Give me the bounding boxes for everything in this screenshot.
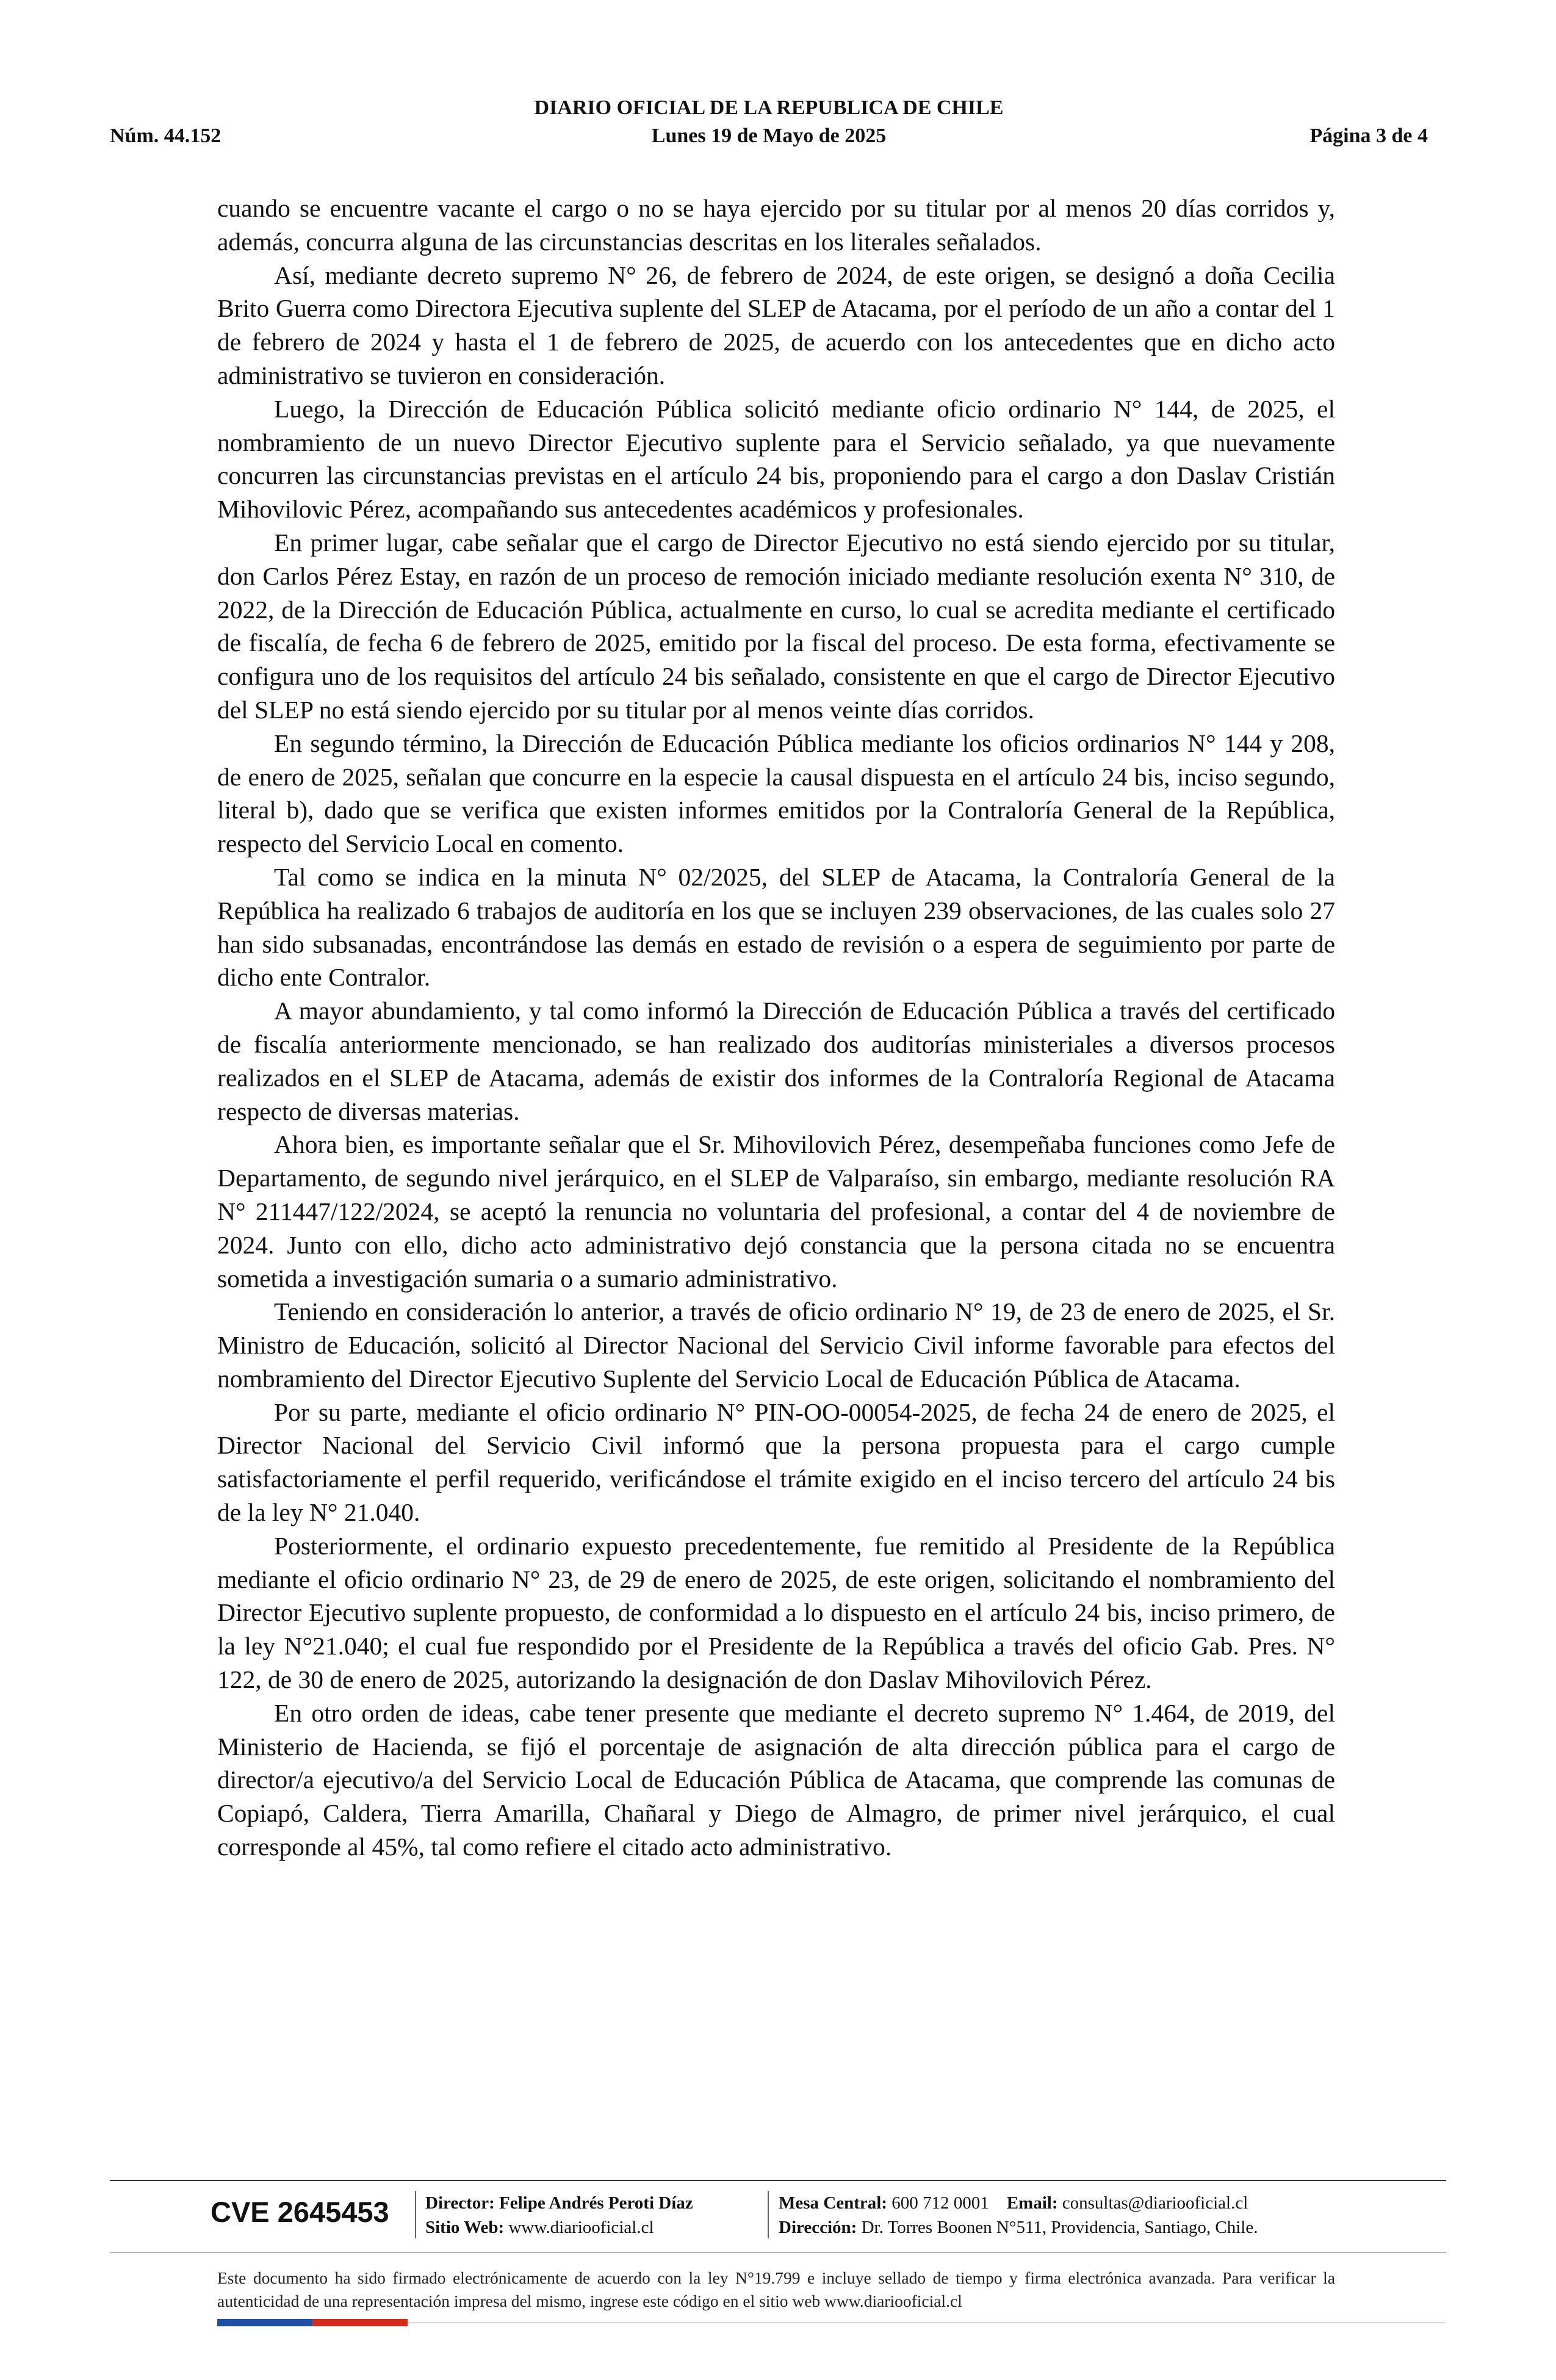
director-label: Director: — [425, 2193, 495, 2213]
page-header — [110, 92, 1428, 153]
paragraph: Por su parte, mediante el oficio ordinario N° PIN-OO-00054-2025, de fecha 24 de enero de 2025, el Director Nacional del Servicio Civil informó que la persona propuesta para el cargo cumple satisfactoriamente el perfil requerido, verificándose el trámite exigido en el inciso tercero del artículo 24 bis de la ley N° 21.040. — [217, 1397, 1335, 1527]
cve-code: CVE 2645453 — [211, 2196, 389, 2228]
address-text: Dr. Torres Boonen N°511, Providencia, Santiago, Chile. — [861, 2218, 1258, 2237]
email-link[interactable]: consultas@diariooficial.cl — [1062, 2193, 1248, 2213]
flag-red-segment — [312, 2319, 408, 2326]
email-label: Email: — [1006, 2193, 1058, 2213]
paragraph: Luego, la Dirección de Educación Pública solicitó mediante oficio ordinario N° 144, de 2025, el nombramiento de un nuevo Director Ejecutivo suplente para el Servicio señalado, ya que nuevamente concurren las circunstancias previstas en el artículo 24 bis, proponiendo para el cargo a don Daslav Cristián Mihovilovic Pérez, acompañando sus antecedentes académicos y profesionales. — [217, 394, 1335, 524]
paragraph: Así, mediante decreto supremo N° 26, de febrero de 2024, de este origen, se designó a doña Cecilia Brito Guerra como Directora Ejecutiva suplente del SLEP de Atacama, por el período de un año a contar del 1 de febrero de 2024 y hasta el 1 de febrero de 2025, de acuerdo con los antecedentes que en dicho acto administrativo se tuvieron en consideración. — [217, 261, 1335, 389]
issue-date: Lunes 19 de Mayo de 2025 — [651, 124, 887, 147]
paragraph: Posteriormente, el ordinario expuesto precedentemente, fue remitido al Presidente de la República mediante el oficio ordinario N° 23, de 29 de enero de 2025, de este origen, solicitando el nombramiento del Director Ejecutivo suplente propuesto, de conformidad a lo dispuesto en el artículo 24 bis, inciso primero, de la ley N°21.040; el cual fue respondido por el Presidente de la República a través del oficio Gab. Pres. N° 122, de 30 de enero de 2025, autorizando la designación de don Daslav Mihovilovich Pérez. — [217, 1531, 1335, 1694]
issue-number: Núm. 44.152 — [110, 124, 222, 147]
address-label: Dirección: — [779, 2218, 857, 2237]
newspaper-title: DIARIO OFICIAL DE LA REPUBLICA DE CHILE — [534, 96, 1004, 119]
paragraph: cuando se encuentre vacante el cargo o no se haya ejercido por su titular por al menos 20 días corridos y, además, concurra alguna de las circunstancias descritas en los literales señalados. — [217, 194, 1335, 256]
paragraph: En otro orden de ideas, cabe tener presente que mediante el decreto supremo N° 1.464, de 2019, del Ministerio de Hacienda, se fijó el porcentaje de asignación de alta dirección pública para el cargo de director/a ejecutivo/a del Servicio Local de Educación Pública de Atacama, que comprende las comunas de Copiapó, Caldera, Tierra Amarilla, Chañaral y Diego de Almagro, de primer nivel jerárquico, el cual corresponde al 45%, tal como refiere el citado acto administrativo. — [217, 1698, 1335, 1861]
footer-divider — [768, 2191, 769, 2238]
footer-director-block — [425, 2191, 693, 2240]
paragraph: En primer lugar, cabe señalar que el cargo de Director Ejecutivo no está siendo ejercido por su titular, don Carlos Pérez Estay, en razón de un proceso de remoción iniciado mediante resolución exenta N° 310, de 2022, de la Dirección de Educación Pública, actualmente en curso, lo cual se acredita mediante el certificado de fiscalía, de fecha 6 de febrero de 2025, emitido por la fiscal del proceso. De esta forma, efectivamente se configura uno de los requisitos del artículo 24 bis señalado, consistente en que el cargo de Director Ejecutivo del SLEP no está siendo ejercido por su titular por al menos veinte días corridos. — [217, 528, 1335, 724]
phone-label: Mesa Central: — [779, 2193, 887, 2213]
document-body — [217, 192, 1335, 1864]
chile-flag-bar — [217, 2319, 408, 2326]
website-label: Sitio Web: — [425, 2218, 505, 2237]
flag-blue-segment — [217, 2319, 312, 2326]
page-indicator: Página 3 de 4 — [1309, 124, 1428, 147]
paragraph: Teniendo en consideración lo anterior, a través de oficio ordinario N° 19, de 23 de enero de 2025, el Sr. Ministro de Educación, solicitó al Director Nacional del Servicio Civil informe favorable para efectos del nombramiento del Director Ejecutivo Suplente del Servicio Local de Educación Pública de Atacama. — [217, 1297, 1335, 1393]
paragraph: En segundo término, la Dirección de Educación Pública mediante los oficios ordinarios N° 144 y 208, de enero de 2025, señalan que concurre en la especie la causal dispuesta en el artículo 24 bis, inciso segundo, literal b), dado que se verifica que existen informes emitidos por la Contraloría General de la República, respecto del Servicio Local en comento. — [217, 729, 1335, 858]
footer-divider — [415, 2191, 416, 2238]
website-link[interactable]: www.diariooficial.cl — [508, 2218, 654, 2237]
paragraph: Tal como se indica en la minuta N° 02/2025, del SLEP de Atacama, la Contraloría General de la República ha realizado 6 trabajos de auditoría en los que se incluyen 239 observaciones, de las cuales solo 27 han sido subsanadas, encontrándose las demás en estado de revisión o a espera de seguimiento por parte de dicho ente Contralor. — [217, 862, 1335, 992]
footer-top-rule — [110, 2180, 1446, 2181]
paragraph: Ahora bien, es importante señalar que el Sr. Mihovilovich Pérez, desempeñaba funciones como Jefe de Departamento, de segundo nivel jerárquico, en el SLEP de Valparaíso, sin embargo, mediante resolución RA N° 211447/122/2024, se aceptó la renuncia no voluntaria del profesional, a contar del 4 de noviembre de 2024. Junto con ello, dicho acto administrativo dejó constancia que la persona citada no se encuentra sometida a investigación sumaria o a sumario administrativo. — [217, 1130, 1335, 1293]
legal-notice: Este documento ha sido firmado electrónicamente de acuerdo con la ley N°19.799 e incluye sellado de tiempo y firma electrónica avanzada. Para verificar la autenticidad de una representación impresa del mismo, ingrese este código en el sitio web www.diariooficial.cl — [217, 2268, 1335, 2310]
paragraph: A mayor abundamiento, y tal como informó la Dirección de Educación Pública a través del certificado de fiscalía anteriormente mencionado, se han realizado dos auditorías ministeriales a diversos procesos realizados en el SLEP de Atacama, además de existir dos informes de la Contraloría Regional de Atacama respecto de diversas materias. — [217, 997, 1335, 1125]
phone-number: 600 712 0001 — [891, 2193, 989, 2213]
director-name: Felipe Andrés Peroti Díaz — [499, 2193, 693, 2213]
footer-contact-block — [779, 2191, 1258, 2240]
